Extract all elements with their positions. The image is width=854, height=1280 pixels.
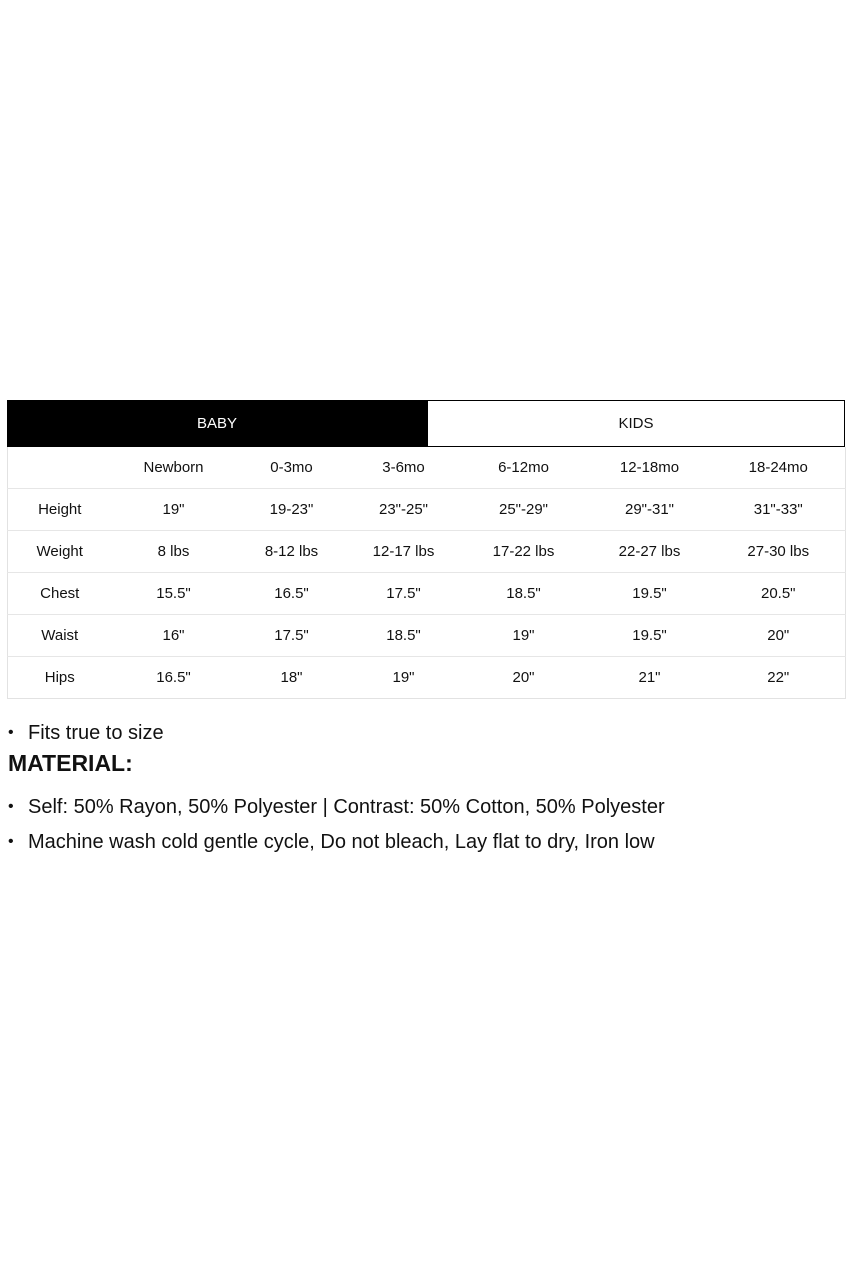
fit-notes-list bbox=[8, 718, 848, 748]
table-cell: 16.5" bbox=[236, 573, 348, 615]
list-item bbox=[8, 792, 848, 822]
table-cell: 31"-33" bbox=[712, 489, 846, 531]
list-item bbox=[8, 718, 848, 748]
tab-kids[interactable]: KIDS bbox=[427, 400, 845, 447]
row-label: Chest bbox=[8, 573, 112, 615]
column-header: Newborn bbox=[112, 447, 236, 489]
table-cell: 16.5" bbox=[156, 669, 191, 686]
table-cell: 19" bbox=[112, 489, 236, 531]
table-cell: 19" bbox=[460, 615, 588, 657]
table-cell: 15.5" bbox=[112, 573, 236, 615]
table-header-row bbox=[8, 447, 846, 489]
row-label: Waist bbox=[8, 615, 112, 657]
column-header: 6-12mo bbox=[460, 447, 588, 489]
size-table bbox=[7, 447, 846, 699]
list-item bbox=[8, 827, 848, 857]
tab-baby[interactable]: BABY bbox=[7, 400, 427, 447]
table-cell: 8-12 lbs bbox=[236, 531, 348, 573]
size-chart-tabs bbox=[7, 400, 845, 447]
column-header: 3-6mo bbox=[348, 447, 460, 489]
bullet-icon: • bbox=[8, 833, 14, 850]
bullet-icon: • bbox=[8, 798, 14, 815]
table-row bbox=[8, 615, 846, 657]
table-row bbox=[8, 489, 846, 531]
table-cell: 18.5" bbox=[460, 573, 588, 615]
table-cell: 23"-25" bbox=[348, 489, 460, 531]
table-cell: 19.5" bbox=[588, 615, 712, 657]
material-item-text: Machine wash cold gentle cycle, Do not bleach, Lay flat to dry, Iron low bbox=[28, 831, 655, 853]
row-label: Weight bbox=[8, 531, 112, 573]
table-cell: 29"-31" bbox=[588, 489, 712, 531]
material-list bbox=[8, 792, 848, 857]
table-cell: 17-22 lbs bbox=[460, 531, 588, 573]
size-chart bbox=[7, 400, 845, 699]
table-cell: 27-30 lbs bbox=[712, 531, 846, 573]
bullet-icon: • bbox=[8, 724, 14, 741]
table-cell: 18" bbox=[280, 669, 303, 686]
column-header: 18-24mo bbox=[712, 447, 846, 489]
table-cell: 21" bbox=[638, 669, 661, 686]
table-cell: 12-17 lbs bbox=[348, 531, 460, 573]
table-cell: 17.5" bbox=[236, 615, 348, 657]
table-row bbox=[8, 657, 846, 699]
table-cell: 8 lbs bbox=[112, 531, 236, 573]
table-cell: 25"-29" bbox=[460, 489, 588, 531]
material-heading: MATERIAL: bbox=[8, 750, 133, 776]
column-header: 0-3mo bbox=[236, 447, 348, 489]
table-cell: 19-23" bbox=[236, 489, 348, 531]
row-label: Height bbox=[8, 489, 112, 531]
table-cell: 22" bbox=[767, 669, 790, 686]
material-item-text: Self: 50% Rayon, 50% Polyester | Contrast: 50% Cotton, 50% Polyester bbox=[28, 796, 665, 818]
table-cell: 19.5" bbox=[588, 573, 712, 615]
table-cell: 20.5" bbox=[712, 573, 846, 615]
table-cell: 22-27 lbs bbox=[588, 531, 712, 573]
table-cell: 18.5" bbox=[348, 615, 460, 657]
table-cell: 16" bbox=[112, 615, 236, 657]
row-label: Hips bbox=[44, 669, 75, 686]
table-cell: 19" bbox=[392, 669, 415, 686]
table-cell: 17.5" bbox=[348, 573, 460, 615]
column-header: 12-18mo bbox=[588, 447, 712, 489]
table-row bbox=[8, 531, 846, 573]
table-cell: 20" bbox=[512, 669, 535, 686]
fit-note-text: Fits true to size bbox=[28, 722, 164, 744]
table-cell: 20" bbox=[712, 615, 846, 657]
product-notes bbox=[8, 718, 848, 862]
table-row bbox=[8, 573, 846, 615]
column-header-empty bbox=[8, 447, 112, 489]
